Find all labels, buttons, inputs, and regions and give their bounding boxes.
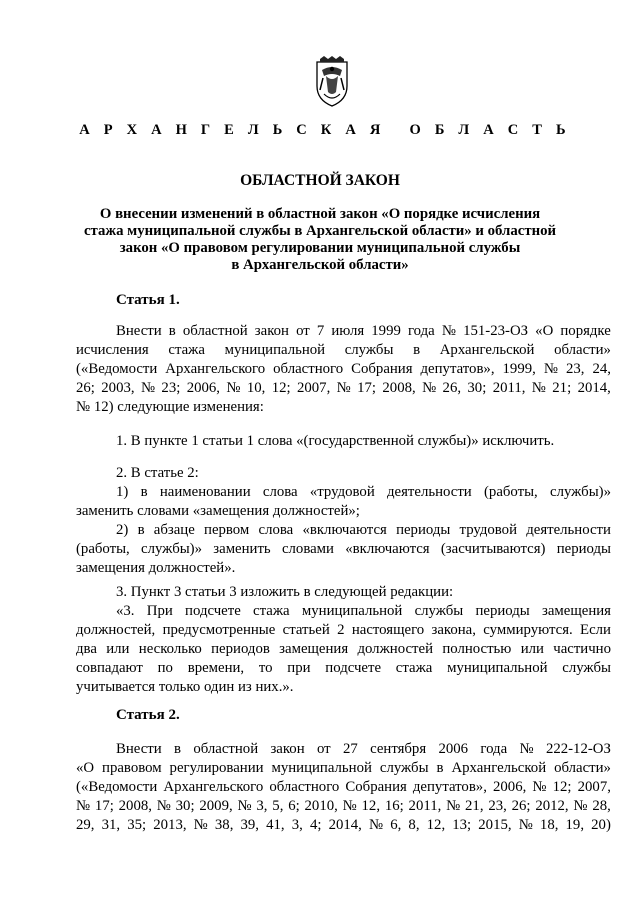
word: слова [258, 522, 294, 538]
word: правовом [102, 760, 162, 776]
word: 28, [592, 798, 611, 814]
word: 2011, [408, 798, 442, 814]
word: первом [204, 522, 250, 538]
word: 151-23-ОЗ [463, 323, 529, 339]
justified-line [76, 521, 611, 540]
word: 17; [357, 380, 377, 396]
word: № [156, 798, 171, 814]
word: 2011, [492, 380, 526, 396]
word: Архангельского [165, 361, 266, 377]
word: 23; [161, 380, 181, 396]
word: года [407, 323, 435, 339]
word: 2003, [101, 380, 135, 396]
word: 2007, [296, 380, 331, 396]
word: 21, [465, 798, 484, 814]
word: периоды [396, 522, 451, 538]
word: 5, [272, 798, 284, 814]
word: 41, [266, 817, 285, 833]
word: 12, [426, 817, 446, 833]
word: 1999, [502, 361, 536, 377]
word: № [531, 380, 546, 396]
word: 26, [442, 380, 462, 396]
word: 2013, [153, 817, 187, 833]
word: периоды [556, 541, 611, 557]
word: июля [331, 323, 365, 339]
word: № [441, 323, 456, 339]
text-line: № 12) следующие изменения: [76, 399, 264, 415]
word: года [480, 741, 508, 757]
justified-line [76, 341, 611, 360]
word: № [422, 380, 437, 396]
word: 30; [175, 798, 195, 814]
word: от [296, 323, 310, 339]
word: муниципальной [301, 603, 403, 619]
word: 26; [511, 798, 531, 814]
word: 26; [76, 380, 95, 396]
word: 18, [539, 817, 559, 833]
law-title-line: в Архангельской области» [231, 257, 409, 273]
justified-line [76, 759, 611, 778]
word: 2 [337, 622, 345, 638]
word: № [368, 817, 384, 833]
word: 2006 [438, 741, 469, 757]
justified-line [76, 740, 611, 759]
word: области» [554, 760, 611, 776]
word: 31, [101, 817, 121, 833]
word: периодов [211, 641, 270, 657]
word: от [316, 741, 331, 757]
word: замещения [542, 603, 611, 619]
word: должностей, [76, 622, 156, 638]
word: службы [414, 603, 464, 619]
law-title [76, 206, 564, 274]
word: заменить [213, 541, 271, 557]
word: № [140, 380, 156, 396]
word: 23, [565, 361, 585, 377]
word: частично [553, 641, 611, 657]
word: Архангельского [163, 779, 264, 795]
justified-line [76, 379, 611, 398]
word: 6; [288, 798, 300, 814]
word: 2008, [382, 380, 416, 396]
word: в [436, 760, 444, 776]
article-1-heading: Статья 1. [116, 292, 180, 308]
word: 19, [565, 817, 585, 833]
word: в [168, 323, 176, 339]
word: замещения [279, 641, 349, 657]
word: несколько [138, 641, 202, 657]
word: 2014, [577, 380, 611, 396]
text-line: учитывается только один из них.». [76, 679, 294, 695]
word: № [543, 361, 558, 377]
word: № [76, 798, 91, 814]
word: № [226, 380, 241, 396]
word: «О [76, 760, 95, 776]
word: предусмотренные [162, 622, 276, 638]
word: Собрания [345, 779, 407, 795]
word: 2008, [118, 798, 152, 814]
word: 2012, [535, 798, 569, 814]
word: № [336, 380, 351, 396]
word: № [532, 779, 547, 795]
word: 2) [116, 522, 129, 538]
word: 20) [591, 817, 611, 833]
word: исчисления [76, 342, 149, 358]
word: наименовании [159, 484, 251, 500]
word: службы [562, 660, 611, 676]
word: областной [193, 741, 259, 757]
word: 4; [309, 817, 322, 833]
word: два [76, 641, 97, 657]
word: стажа [395, 660, 433, 676]
word: Собрания [351, 361, 413, 377]
word: 16; [384, 798, 404, 814]
article-2-intro [76, 740, 611, 835]
justified-line [76, 602, 611, 621]
word: Архангельской [439, 342, 535, 358]
word: службы)» [141, 541, 202, 557]
word: 38, [214, 817, 234, 833]
text-line: 3. Пункт 3 статьи 3 изложить в следующей редакции: [116, 584, 454, 600]
word: в [413, 342, 421, 358]
word: то [258, 660, 273, 676]
word: «включаются [302, 522, 387, 538]
word: 2009, [199, 798, 233, 814]
word: («Ведомости [76, 361, 158, 377]
word: 2010, [304, 798, 338, 814]
justified-line [76, 640, 611, 659]
word: деятельности [387, 484, 472, 500]
article-2-heading: Статья 2. [116, 707, 180, 723]
text-line: замещения должностей». [76, 560, 236, 576]
word: депутатов», [412, 779, 487, 795]
word: 13; [452, 817, 472, 833]
word: периоды [475, 603, 530, 619]
justified-line [76, 360, 611, 379]
word: муниципальной [224, 342, 326, 358]
word: подсчете [325, 660, 382, 676]
word: депутатов», [420, 361, 495, 377]
word: должностей [357, 641, 433, 657]
law-type-heading: ОБЛАСТНОЙ ЗАКОН [240, 172, 400, 189]
word: 30; [467, 380, 487, 396]
word: 12, [361, 798, 381, 814]
word: 23, [488, 798, 507, 814]
word: регулировании [169, 760, 264, 776]
word: Внести [116, 741, 162, 757]
word: 2006, [186, 380, 220, 396]
word: слова [262, 484, 298, 500]
word: времени, [187, 660, 245, 676]
word: 29, [76, 817, 95, 833]
word: («Ведомости [76, 779, 158, 795]
word: совпадают [76, 660, 143, 676]
word: стажа [253, 603, 290, 619]
region-title-part2: О Б Л А С Т Ь [409, 122, 571, 138]
article-1-item-1 [76, 432, 611, 451]
word: 1) [116, 484, 129, 500]
word: области» [554, 342, 611, 358]
word: областного [269, 779, 340, 795]
word: 6, [390, 817, 402, 833]
word: № [573, 798, 588, 814]
word: службы)» [550, 484, 611, 500]
word: 27 [342, 741, 358, 757]
word: по [157, 660, 173, 676]
word: (засчитываются) [440, 541, 546, 557]
word: 3, [256, 798, 268, 814]
word: сентября [370, 741, 427, 757]
word: № [237, 798, 252, 814]
word: № [518, 817, 533, 833]
law-title-line: закон «О правовом регулировании муниципальной службы [119, 240, 521, 256]
justified-line [76, 621, 611, 640]
word: в [140, 484, 148, 500]
word: № [342, 798, 357, 814]
word: при [287, 660, 311, 676]
justified-line [76, 659, 611, 678]
word: «включаются [345, 541, 430, 557]
article-1-item-2 [76, 464, 611, 578]
region-title [0, 122, 640, 139]
word: 10, [246, 380, 266, 396]
word: полностью [442, 641, 512, 657]
word: стажа [168, 342, 205, 358]
coat-of-arms-icon [314, 56, 350, 108]
word: в [174, 741, 182, 757]
word: 39, [240, 817, 259, 833]
text-line: заменить словами «замещения должностей»; [76, 503, 360, 519]
word: статьей [282, 622, 330, 638]
article-1-intro [76, 322, 611, 417]
word: 222-12-ОЗ [545, 741, 611, 757]
word: № [446, 798, 461, 814]
word: 2006, [493, 779, 527, 795]
word: 12; [271, 380, 291, 396]
word: или [106, 641, 130, 657]
justified-line [76, 797, 611, 816]
word: закон [254, 323, 289, 339]
word: «трудовой [309, 484, 375, 500]
justified-line [76, 322, 611, 341]
justified-line [76, 816, 611, 835]
word: настоящего [351, 622, 425, 638]
justified-line [76, 540, 611, 559]
word: 35; [127, 817, 147, 833]
word: 21; [552, 380, 572, 396]
word: трудовой [459, 522, 517, 538]
word: 1999 [371, 323, 401, 339]
word: областного [273, 361, 344, 377]
word: Если [580, 622, 611, 638]
word: закона, [431, 622, 476, 638]
word: службы [379, 760, 429, 776]
word: муниципальной [271, 760, 372, 776]
word: № [193, 817, 208, 833]
article-1-item-3 [76, 583, 611, 697]
word: «О [535, 323, 554, 339]
word: 17; [94, 798, 114, 814]
text-line: 1. В пункте 1 статьи 1 слова «(государственной службы)» исключить. [116, 433, 555, 449]
word: или [520, 641, 544, 657]
word: порядке [560, 323, 611, 339]
word: Внести [116, 323, 162, 339]
word: подсчете [185, 603, 241, 619]
word: 12; [552, 779, 572, 795]
word: в [137, 522, 145, 538]
word: 24, [592, 361, 611, 377]
word: 3, [291, 817, 303, 833]
word: суммируются. [483, 622, 573, 638]
justified-line [76, 778, 611, 797]
word: 8, [408, 817, 420, 833]
word: 2007, [577, 779, 611, 795]
word: областной [182, 323, 248, 339]
word: 7 [316, 323, 325, 339]
word: При [146, 603, 173, 619]
word: (работы, [484, 484, 538, 500]
word: «3. [116, 603, 135, 619]
word: (работы, [76, 541, 130, 557]
word: службы [344, 342, 394, 358]
word: деятельности [526, 522, 611, 538]
word: 2014, [328, 817, 362, 833]
word: абзаце [153, 522, 195, 538]
word: словами [281, 541, 334, 557]
justified-line [76, 483, 611, 502]
word: 2015, [478, 817, 512, 833]
law-title-line: стажа муниципальной службы в Архангельской области» и областной [83, 223, 557, 239]
word: муниципальной [447, 660, 548, 676]
word: Архангельской [451, 760, 547, 776]
law-title-line: О внесении изменений в областной закон «О порядке исчисления [99, 206, 541, 222]
text-line: 2. В статье 2: [116, 465, 199, 481]
word: № [519, 741, 534, 757]
region-title-part1: А Р Х А Н Г Е Л Ь С К А Я [79, 122, 386, 138]
word: закон [270, 741, 305, 757]
